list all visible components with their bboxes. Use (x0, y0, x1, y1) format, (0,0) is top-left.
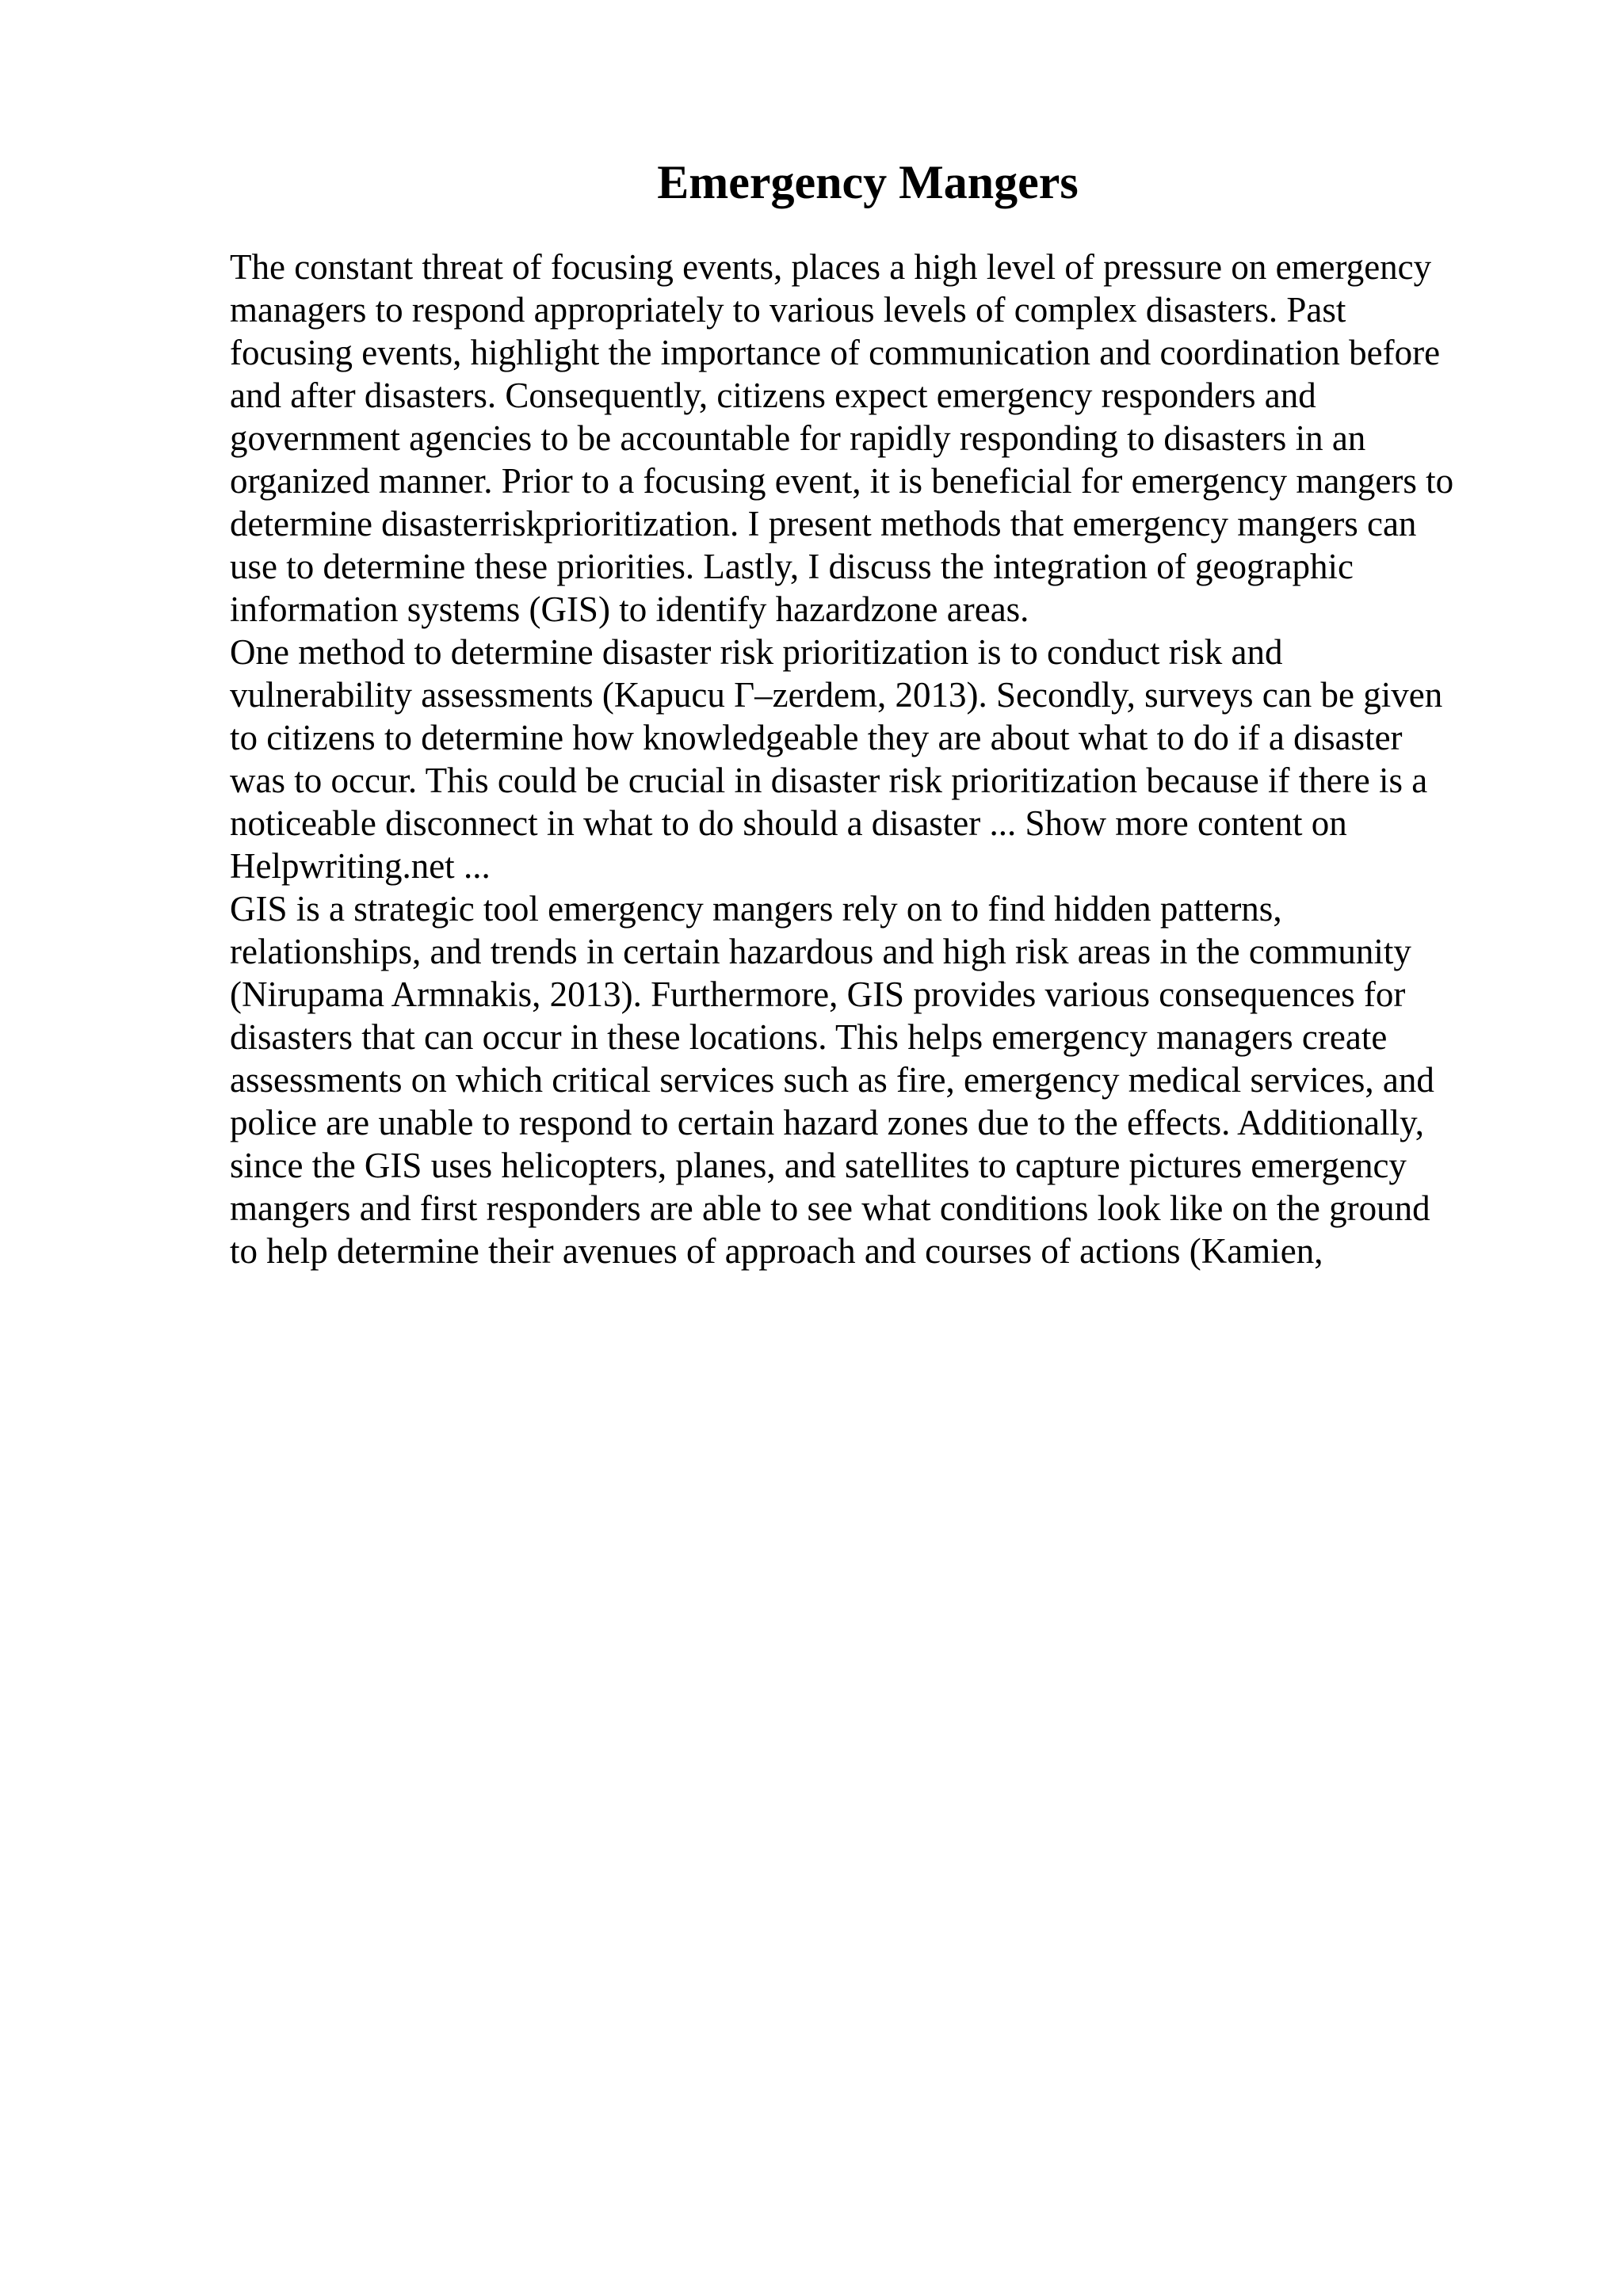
body-line: and after disasters. Consequently, citizens expect emergency responders and (230, 376, 1316, 415)
body-line: focusing events, highlight the importance of communication and coordination before (230, 333, 1441, 372)
body-line: One method to determine disaster risk prioritization is to conduct risk and (230, 632, 1283, 672)
body-line: (Nirupama Armnakis, 2013). Furthermore, GIS provides various consequences for (230, 974, 1406, 1014)
body-line: determine disasterriskprioritization. I present methods that emergency mangers can (230, 504, 1417, 543)
body-line: relationships, and trends in certain hazardous and high risk areas in the community (230, 932, 1411, 971)
body-line: government agencies to be accountable for rapidly responding to disasters in an (230, 418, 1366, 458)
body-line: information systems (GIS) to identify hazardzone areas. (230, 589, 1029, 629)
body-line: organized manner. Prior to a focusing event, it is beneficial for emergency mangers to (230, 461, 1454, 501)
document-body (230, 246, 1506, 1272)
body-line: police are unable to respond to certain hazard zones due to the effects. Additionally, (230, 1103, 1424, 1142)
body-line: managers to respond appropriately to various levels of complex disasters. Past (230, 290, 1346, 330)
body-line: disasters that can occur in these locations. This helps emergency managers create (230, 1017, 1388, 1057)
body-line: assessments on which critical services such as fire, emergency medical services, and (230, 1060, 1434, 1100)
body-line: Helpwriting.net ... (230, 846, 491, 886)
body-line: vulnerability assessments (Kapucu Г–zerdem, 2013). Secondly, surveys can be given (230, 675, 1443, 715)
body-line: since the GIS uses helicopters, planes, and satellites to capture pictures emergency (230, 1146, 1407, 1185)
body-line: use to determine these priorities. Lastly, I discuss the integration of geographic (230, 547, 1354, 586)
body-line: to help determine their avenues of approach and courses of actions (Kamien, (230, 1231, 1323, 1271)
body-line: to citizens to determine how knowledgeable they are about what to do if a disaster (230, 718, 1403, 757)
document-title: Emergency Mangers (657, 156, 1079, 208)
body-line: was to occur. This could be crucial in disaster risk prioritization because if there is a (230, 761, 1428, 800)
body-line: noticeable disconnect in what to do should a disaster ... Show more content on (230, 803, 1347, 843)
body-line: mangers and first responders are able to see what conditions look like on the ground (230, 1188, 1430, 1228)
body-line: GIS is a strategic tool emergency mangers rely on to find hidden patterns, (230, 889, 1282, 929)
body-line: The constant threat of focusing events, places a high level of pressure on emergency (230, 247, 1432, 287)
